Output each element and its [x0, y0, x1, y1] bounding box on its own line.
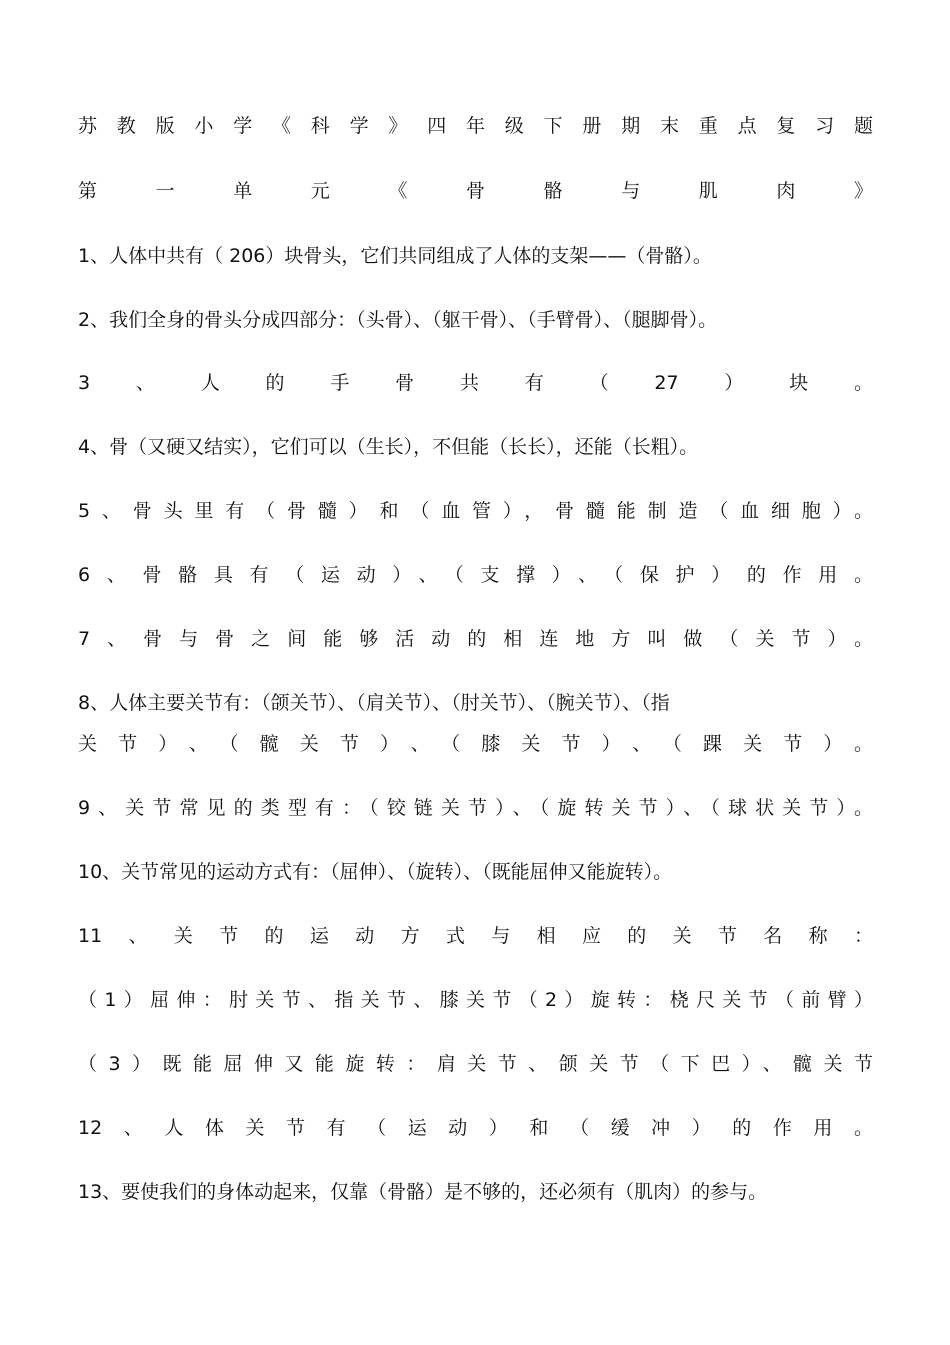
item-12: 12、人体关节有（运动）和（缓冲）的作用。: [78, 1117, 873, 1139]
item-11-sub-1: （1）屈伸：肘关节、指关节、膝关节（2）旋转：桡尺关节（前臂）: [78, 989, 873, 1011]
item-7: 7、骨与骨之间能够活动的相连地方叫做（关节）。: [78, 628, 873, 650]
document-title: 苏教版小学《科学》四年级下册期末重点复习题: [78, 115, 873, 137]
item-5: 5、骨头里有（骨髓）和（血管），骨髓能制造（血细胞）。: [78, 500, 873, 522]
item-3: 3、人的手骨共有（27）块。: [78, 372, 873, 394]
item-6: 6、骨骼具有（运动）、（支撑）、（保护）的作用。: [78, 564, 873, 586]
item-8-line-2: 关节）、（髋关节）、（膝关节）、（踝关节）。: [78, 733, 873, 755]
item-11: 11、关节的运动方式与相应的关节名称：: [78, 925, 873, 947]
item-13: 13、要使我们的身体动起来，仅靠（骨骼）是不够的，还必须有（肌肉）的参与。: [78, 1181, 768, 1203]
item-8-line-1: 8、人体主要关节有：（颌关节）、（肩关节）、（肘关节）、（腕关节）、（指: [78, 692, 670, 714]
item-4: 4、骨（又硬又结实），它们可以（生长），不但能（长长），还能（长粗）。: [78, 436, 699, 458]
item-9: 9、关节常见的类型有：（铰链关节）、（旋转关节）、（球状关节）。: [78, 797, 873, 819]
item-11-sub-2: （3）既能屈伸又能旋转：肩关节、颌关节（下巴）、髋关节: [78, 1053, 873, 1075]
unit-heading: 第一单元《骨骼与肌肉》: [78, 180, 873, 202]
item-1: 1、人体中共有（ 206）块骨头，它们共同组成了人体的支架——（骨骼）。: [78, 245, 712, 267]
item-2: 2、我们全身的骨头分成四部分：（头骨）、（躯干骨）、（手臂骨）、（腿脚骨）。: [78, 309, 718, 331]
item-10: 10、关节常见的运动方式有：（屈伸）、（旋转）、（既能屈伸又能旋转）。: [78, 861, 673, 883]
